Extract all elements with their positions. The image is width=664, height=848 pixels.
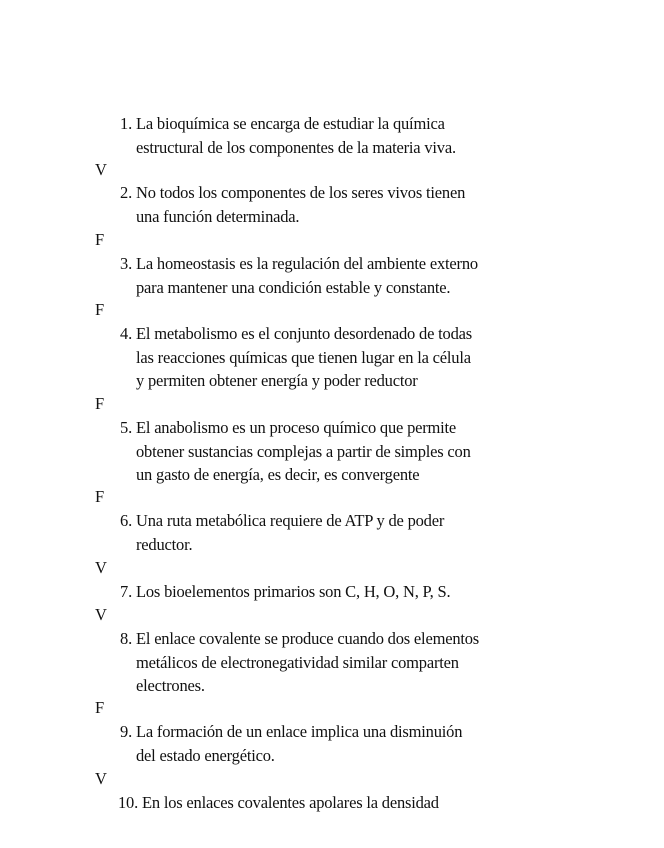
question-9 — [108, 720, 578, 767]
question-text: No todos los componentes de los seres vivos tienen — [136, 183, 466, 202]
question-5-line-3: un gasto de energía, es decir, es convergente — [136, 465, 420, 484]
answer-4: F — [95, 394, 105, 413]
question-8-line-3: electrones. — [136, 676, 205, 695]
question-text: Una ruta metabólica requiere de ATP y de poder — [136, 511, 445, 530]
question-3 — [108, 252, 578, 299]
question-4-line-3: y permiten obtener energía y poder reductor — [136, 371, 418, 390]
question-number: 9. — [120, 722, 132, 741]
answer-9: V — [95, 769, 107, 788]
answer-5: F — [95, 487, 105, 506]
question-text: La formación de un enlace implica una disminuión — [136, 722, 463, 741]
question-6-line-1 — [108, 509, 578, 533]
question-text: En los enlaces covalentes apolares la densidad — [142, 793, 439, 812]
question-6 — [108, 509, 578, 556]
question-10-line-1 — [108, 791, 578, 815]
answer-2: F — [95, 230, 105, 249]
answer-6: V — [95, 558, 107, 577]
question-8-line-1 — [108, 627, 578, 651]
question-text: El enlace covalente se produce cuando dos elementos — [136, 629, 480, 648]
question-1-line-2: estructural de los componentes de la materia viva. — [136, 137, 456, 157]
question-number: 2. — [120, 183, 132, 202]
question-2-line-1 — [108, 181, 578, 205]
answer-1: V — [95, 160, 107, 179]
question-number: 8. — [120, 629, 132, 648]
question-7 — [108, 580, 578, 604]
question-1 — [108, 112, 578, 159]
question-5 — [108, 416, 578, 487]
question-9-line-2: del estado energético. — [136, 745, 275, 765]
question-number: 6. — [120, 511, 132, 530]
question-2-line-2: una función determinada. — [136, 206, 300, 226]
question-text: El anabolismo es un proceso químico que permite — [136, 418, 457, 437]
question-text: La bioquímica se encarga de estudiar la química — [136, 114, 445, 133]
question-number: 5. — [120, 418, 132, 437]
question-5-line-2: obtener sustancias complejas a partir de simples con — [136, 441, 471, 461]
question-2 — [108, 181, 578, 228]
question-number: 1. — [120, 114, 132, 133]
question-8-line-2: metálicos de electronegatividad similar comparten — [136, 652, 459, 672]
answer-8: F — [95, 698, 105, 717]
question-1-line-1 — [108, 112, 578, 136]
answer-3: F — [95, 300, 105, 319]
question-10 — [108, 791, 578, 815]
question-text: La homeostasis es la regulación del ambiente externo — [136, 254, 478, 273]
question-4-line-2: las reacciones químicas que tienen lugar en la célula — [136, 347, 471, 367]
question-text: El metabolismo es el conjunto desordenado de todas — [136, 324, 472, 343]
question-4-line-1 — [108, 322, 578, 346]
question-3-line-1 — [108, 252, 578, 276]
question-6-line-2: reductor. — [136, 534, 193, 554]
question-number: 10. — [117, 793, 138, 812]
question-3-line-2: para mantener una condición estable y constante. — [136, 277, 451, 297]
question-number: 4. — [120, 324, 132, 343]
question-9-line-1 — [108, 720, 578, 744]
question-number: 7. — [120, 582, 132, 601]
question-5-line-1 — [108, 416, 578, 440]
answer-7: V — [95, 605, 107, 624]
question-number: 3. — [120, 254, 132, 273]
question-8 — [108, 627, 578, 698]
question-7-line-1 — [108, 580, 578, 604]
question-4 — [108, 322, 578, 393]
question-text: Los bioelementos primarios son C, H, O, N, P, S. — [136, 582, 451, 601]
